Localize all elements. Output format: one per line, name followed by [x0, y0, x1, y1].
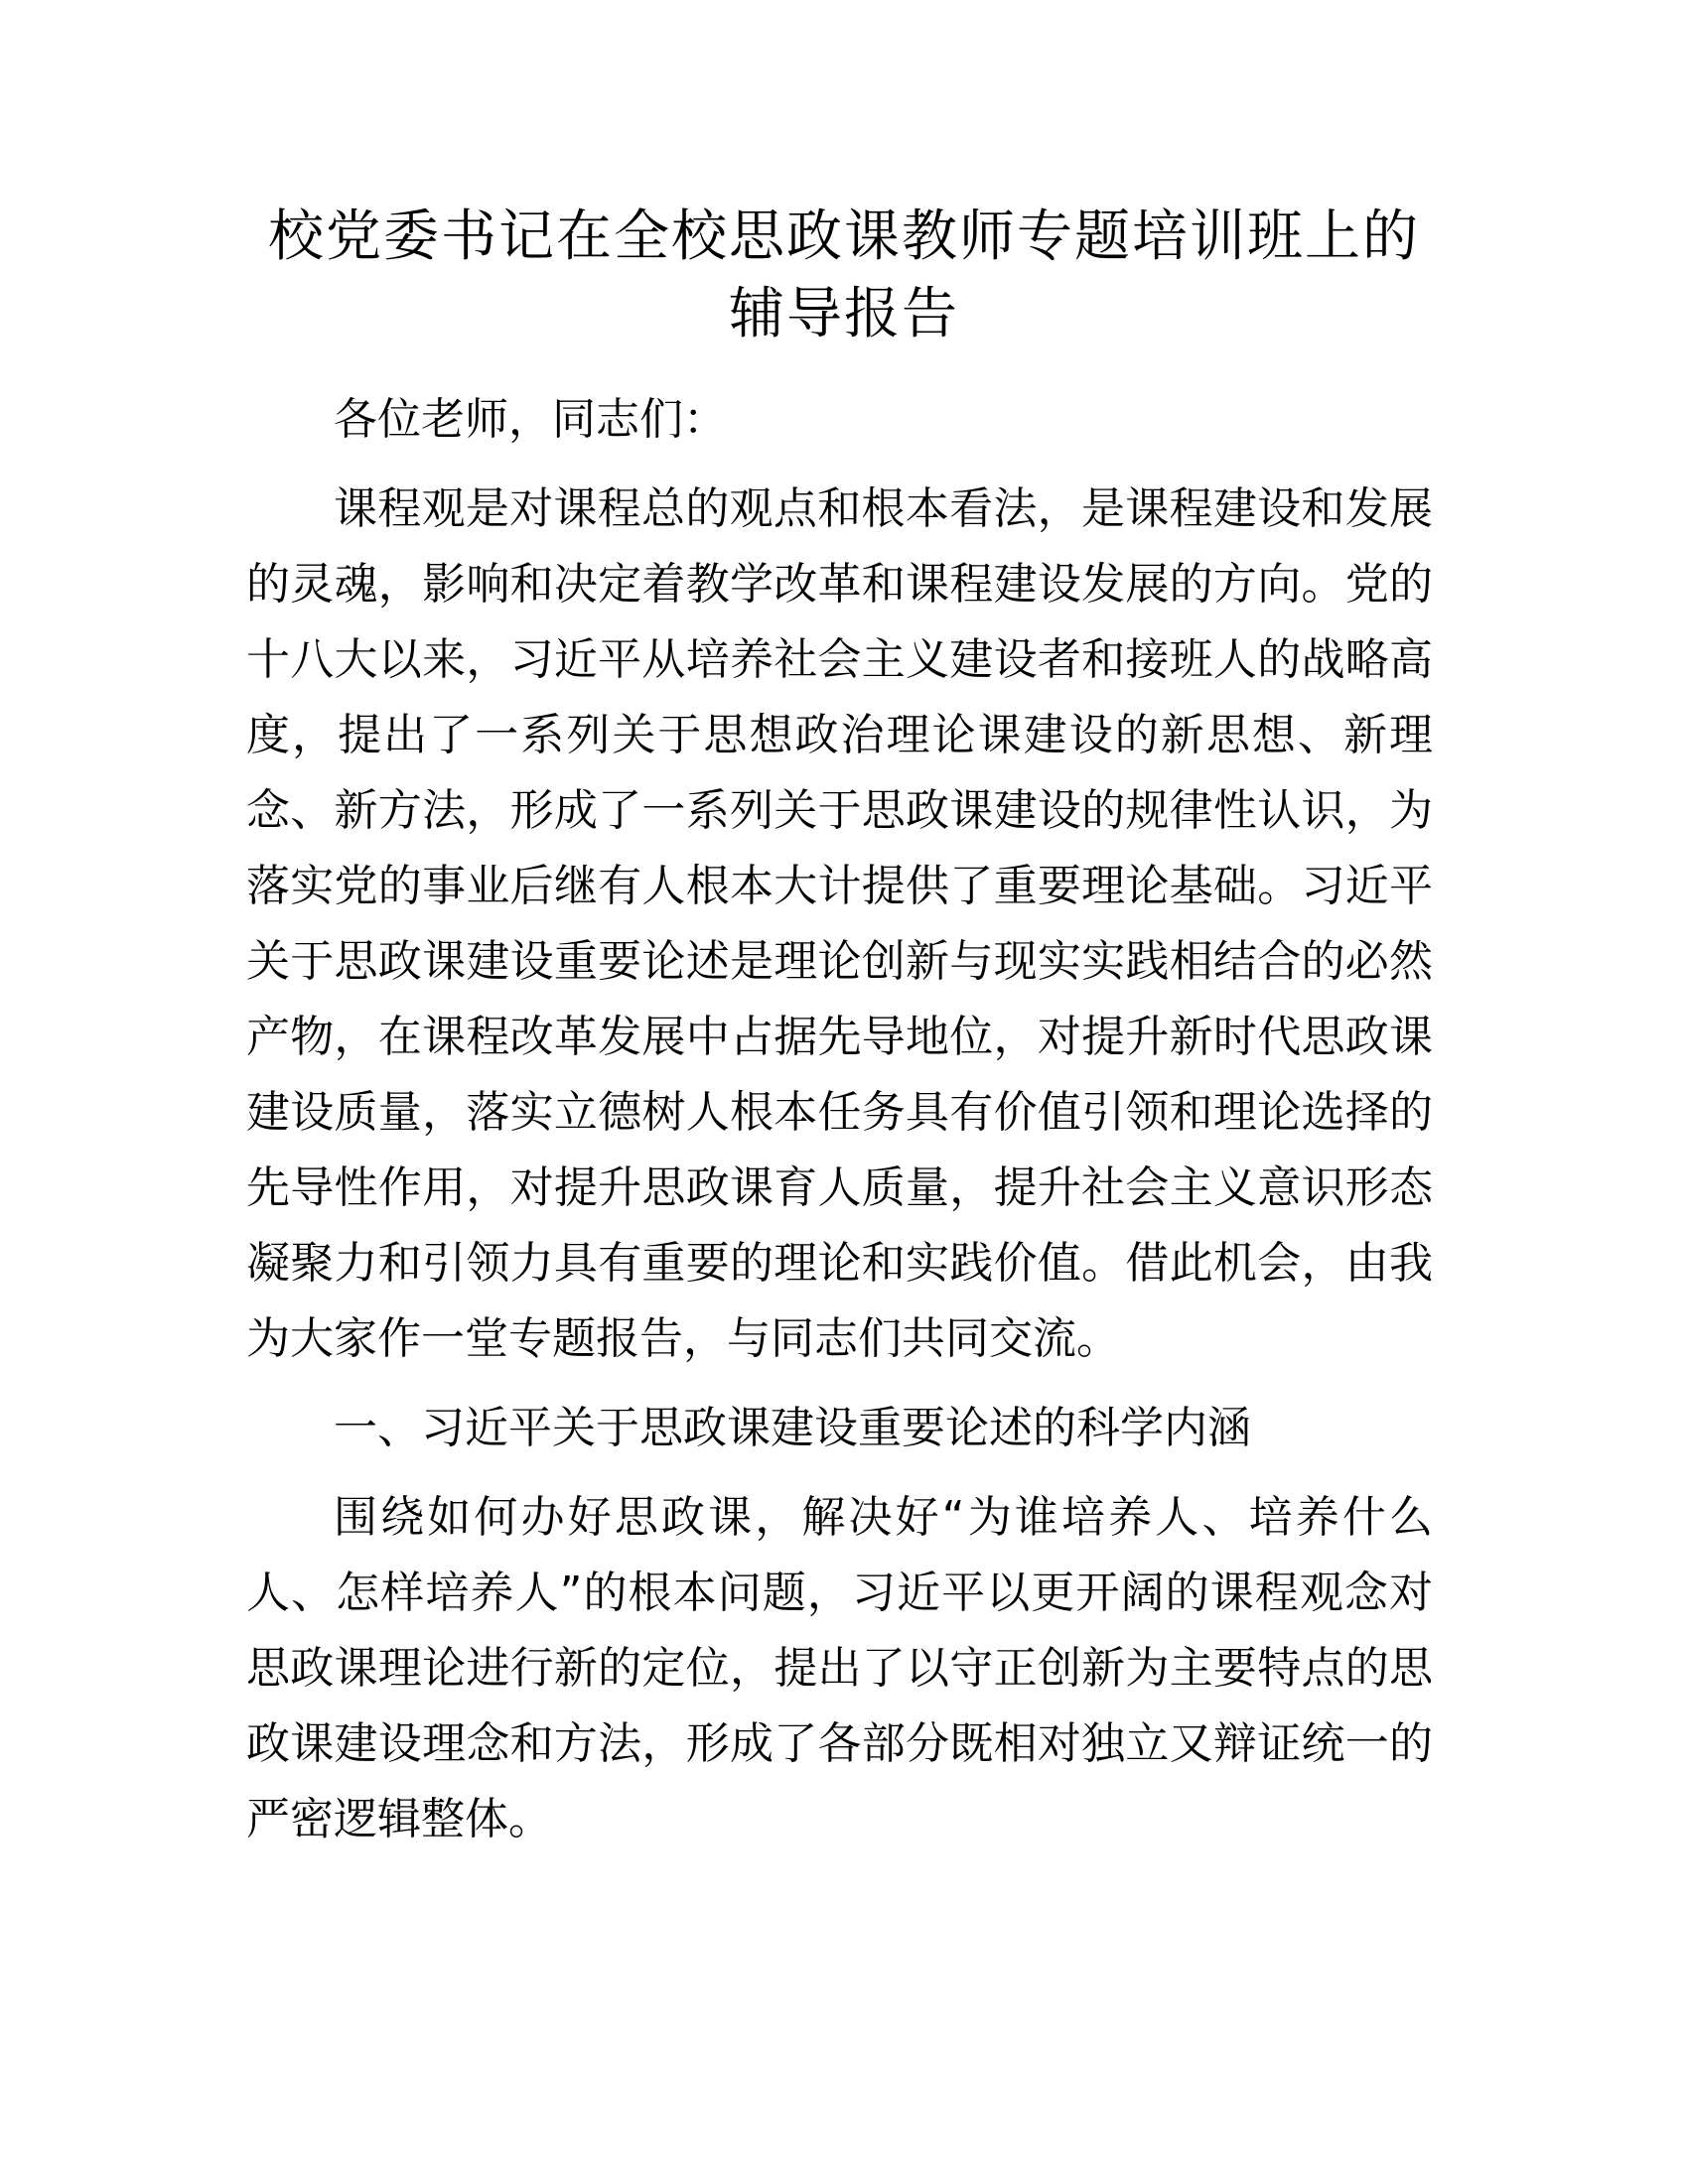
body-paragraph-2: 围绕如何办好思政课，解决好“为谁培养人、培养什么人、怎样培养人”的根本问题，习近平以更开阔的课程观念对思政课理论进行新的定位，提出了以守正创新为主要特点的思政课建设理念和方法，形成了各部分既相对独立又辩证统一的严密逻辑整体。: [246, 1492, 1433, 1844]
document-body: [246, 382, 1433, 1857]
salutation: 各位老师，同志们：: [334, 394, 727, 445]
section-heading-1: 一、习近平关于思政课建设重要论述的科学内涵: [334, 1403, 1251, 1453]
document-title: [248, 199, 1440, 353]
title-line-1: 校党委书记在全校思政课教师专题培训班上的: [268, 205, 1420, 269]
body-paragraph-1: 课程观是对课程总的观点和根本看法，是课程建设和发展的灵魂，影响和决定着教学改革和课程建设发展的方向。党的十八大以来，习近平从培养社会主义建设者和接班人的战略高度，提出了一系列关于思想政治理论课建设的新思想、新理念、新方法，形成了一系列关于思政课建设的规律性认识，为落实党的事业后继有人根本大计提供了重要理论基础。习近平关于思政课建设重要论述是理论创新与现实实践相结合的必然产物，在课程改革发展中占据先导地位，对提升新时代思政课建设质量，落实立德树人根本任务具有价值引领和理论选择的先导性作用，对提升思政课育人质量，提升社会主义意识形态凝聚力和引领力具有重要的理论和实践价值。借此机会，由我为大家作一堂专题报告，与同志们共同交流。: [246, 483, 1433, 1364]
title-line-2: 辅导报告: [729, 282, 959, 346]
